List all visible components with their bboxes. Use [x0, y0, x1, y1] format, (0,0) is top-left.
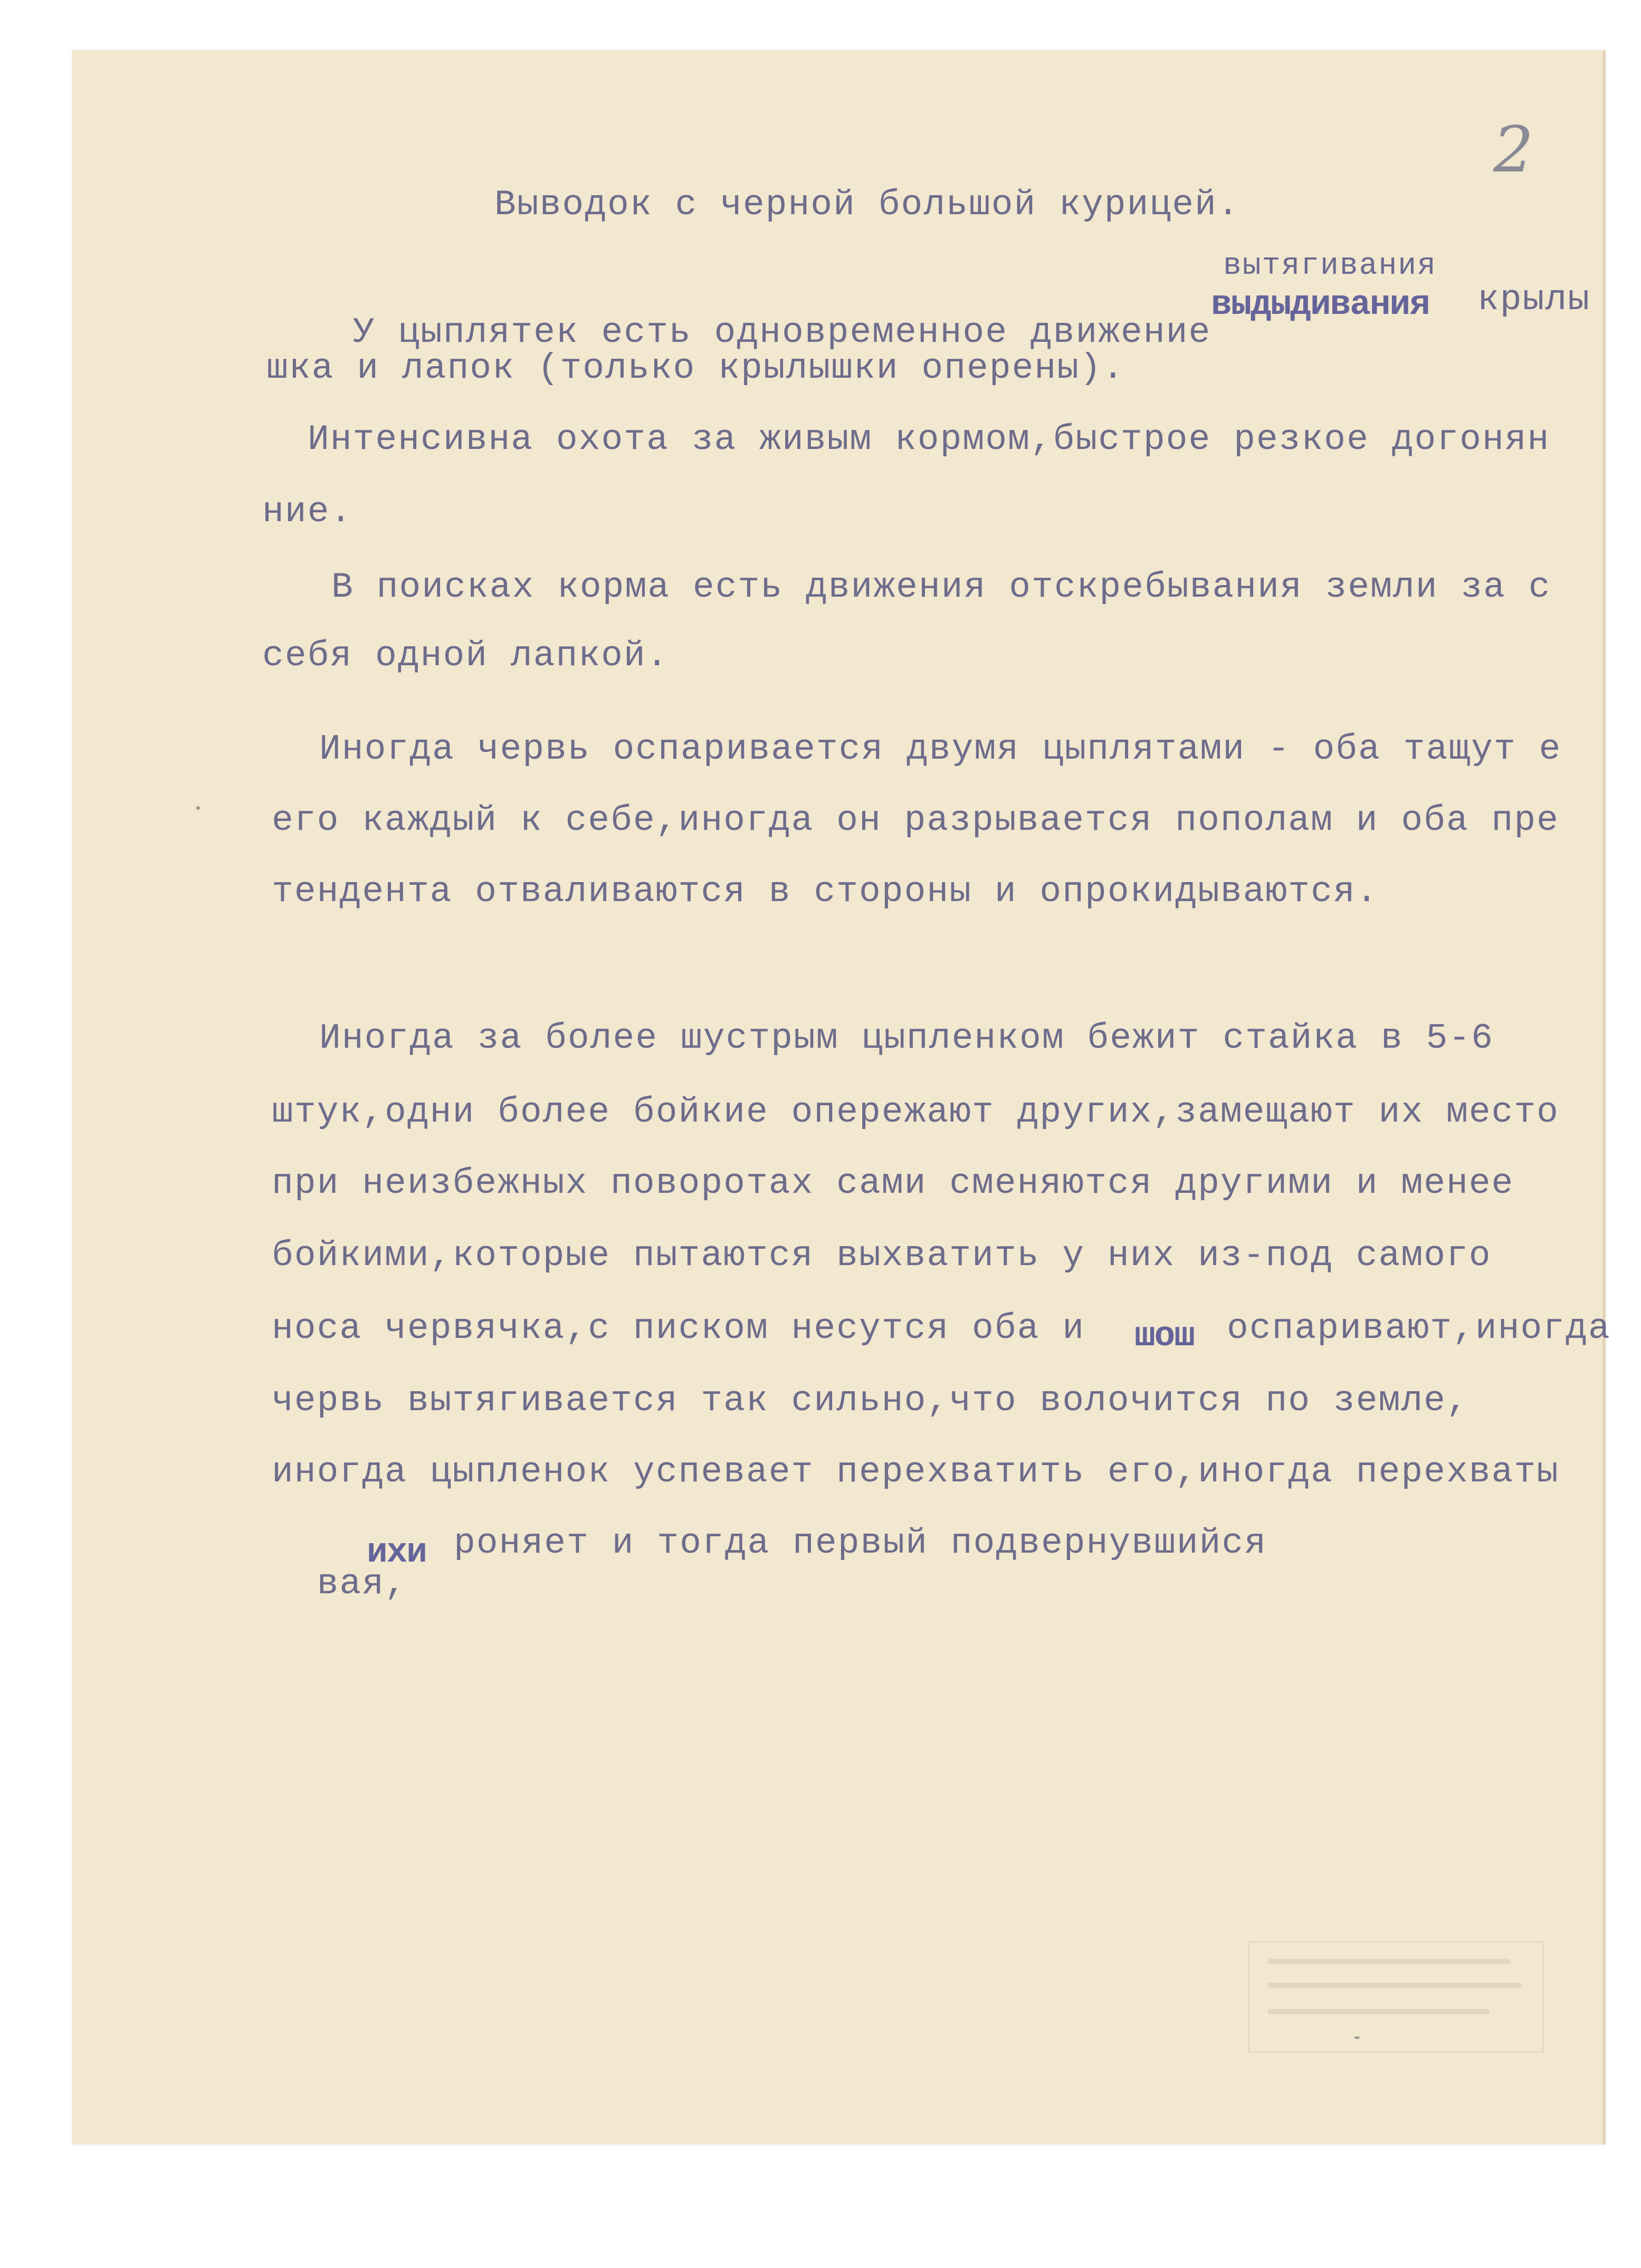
text-line-2: шка и лапок (только крылышки оперены). [266, 348, 1125, 389]
handwritten-insertion: вытягивания [1223, 249, 1437, 283]
text-line-1-tail: крылы [1477, 280, 1591, 320]
text-line-17-end: роняет и тогда первый подвернувшийся [454, 1523, 1267, 1564]
document-title: Выводок с черной большой курицей. [494, 185, 1240, 225]
paper-speck [1354, 2036, 1360, 2039]
stamp-line [1268, 1983, 1521, 1988]
text-line-7: Иногда червь оспаривается двумя цыплятами - оба тащут е [319, 729, 1562, 770]
text-line-12: при неизбежных поворотах сами сменяются другими и менее [272, 1163, 1514, 1204]
stamp-line [1268, 2009, 1490, 2014]
text-line-6: себя одной лапкой. [262, 636, 669, 676]
text-line-11: штук,одни более бойкие опережают других,замещают их место [272, 1092, 1559, 1133]
text-line-10: Иногда за более шустрым цыпленком бежит стайка в 5-6 [319, 1018, 1494, 1059]
struck-word-2: шош [1134, 1316, 1194, 1356]
text-line-15: червь вытягивается так сильно,что волочится по земле, [272, 1381, 1469, 1421]
text-line-14: носа червячка,с писком несутся оба и [272, 1308, 1085, 1349]
paper-speck [196, 806, 200, 810]
text-line-5: В поисках корма есть движения отскребывания земли за с [331, 567, 1551, 608]
text-line-8: его каждый к себе,иногда он разрывается пополам и оба пре [272, 800, 1559, 841]
struck-word-1: выдыдивания [1211, 285, 1429, 324]
struck-word-3: ихи [367, 1533, 426, 1572]
text-line-1-main: У цыплятек есть одновременное движение [352, 312, 1211, 353]
page-edge [1602, 50, 1606, 2145]
text-line-17-start: вая, [317, 1564, 407, 1604]
page-number: 2 [1493, 113, 1534, 187]
stamp-line [1268, 1959, 1511, 1964]
text-line-13: бойкими,которые пытаются выхватить у них из-под самого [272, 1236, 1492, 1276]
archive-stamp [1248, 1941, 1544, 2053]
text-line-9: тендента отваливаются в стороны и опрокидываются. [272, 872, 1379, 912]
text-line-1 [308, 272, 1211, 353]
text-line-16: иногда цыпленок успевает перехватить его,иногда перехваты [272, 1452, 1559, 1492]
text-line-3: Интенсивна охота за живым кормом,быстрое резкое догонян [308, 419, 1550, 460]
text-line-4: ние. [262, 492, 353, 532]
text-line-14-tail: оспаривают,иногда [1227, 1308, 1611, 1349]
